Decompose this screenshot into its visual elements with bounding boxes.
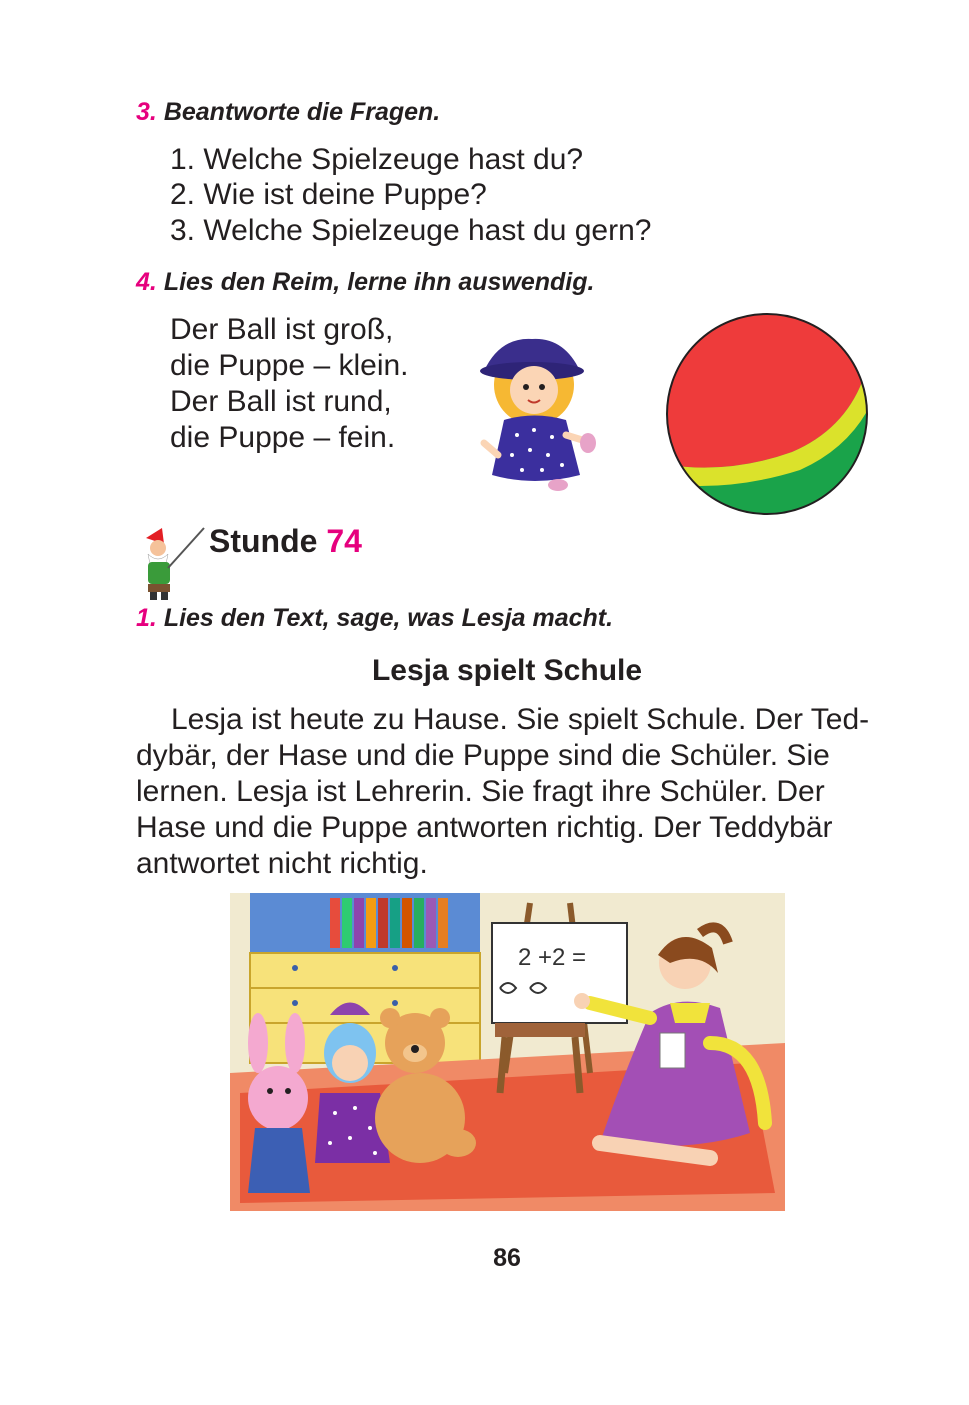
story-text [136, 702, 878, 882]
ball-illustration [662, 312, 872, 517]
gnome-teacher-icon [134, 524, 208, 602]
story-line: antwortet nicht richtig. [136, 847, 428, 880]
lesson-number: 74 [326, 523, 362, 559]
task-number: 1. [136, 604, 157, 632]
page-number: 86 [493, 1244, 521, 1272]
doll-illustration [462, 325, 602, 500]
classroom-illustration [230, 893, 785, 1211]
question-2: 2. Wie ist deine Puppe? [170, 178, 487, 211]
task-3-instruction [136, 98, 440, 127]
lesson-heading [209, 523, 362, 560]
task-1-instruction [136, 604, 613, 633]
rhyme-line-3: Der Ball ist rund, [170, 385, 392, 418]
task-title: Lies den Reim, lerne ihn auswendig. [163, 268, 595, 296]
story-title: Lesja spielt Schule [371, 654, 643, 687]
question-1: 1. Welche Spielzeuge hast du? [170, 143, 584, 176]
story-line: dybär, der Hase und die Puppe sind die Schüler. Sie [136, 739, 830, 772]
story-line: lernen. Lesja ist Lehrerin. Sie fragt ihre Schüler. Der [136, 775, 825, 808]
task-number: 4. [136, 268, 157, 296]
rhyme-line-2: die Puppe – klein. [170, 349, 409, 382]
task-title: Lies den Text, sage, was Lesja macht. [163, 604, 614, 632]
story-line: Lesja ist heute zu Hause. Sie spielt Schule. Der Ted- [171, 703, 870, 736]
rhyme-line-4: die Puppe – fein. [170, 421, 396, 454]
task-4-instruction [136, 268, 594, 297]
task-number: 3. [136, 98, 157, 126]
question-3: 3. Welche Spielzeuge hast du gern? [170, 214, 652, 247]
task-title: Beantworte die Fragen. [163, 98, 441, 126]
rhyme-line-1: Der Ball ist groß, [170, 313, 394, 346]
board-text: 2 +2 = [518, 944, 587, 971]
lesson-label: Stunde [209, 523, 318, 559]
story-line: Hase und die Puppe antworten richtig. Der Teddybär [136, 811, 833, 844]
